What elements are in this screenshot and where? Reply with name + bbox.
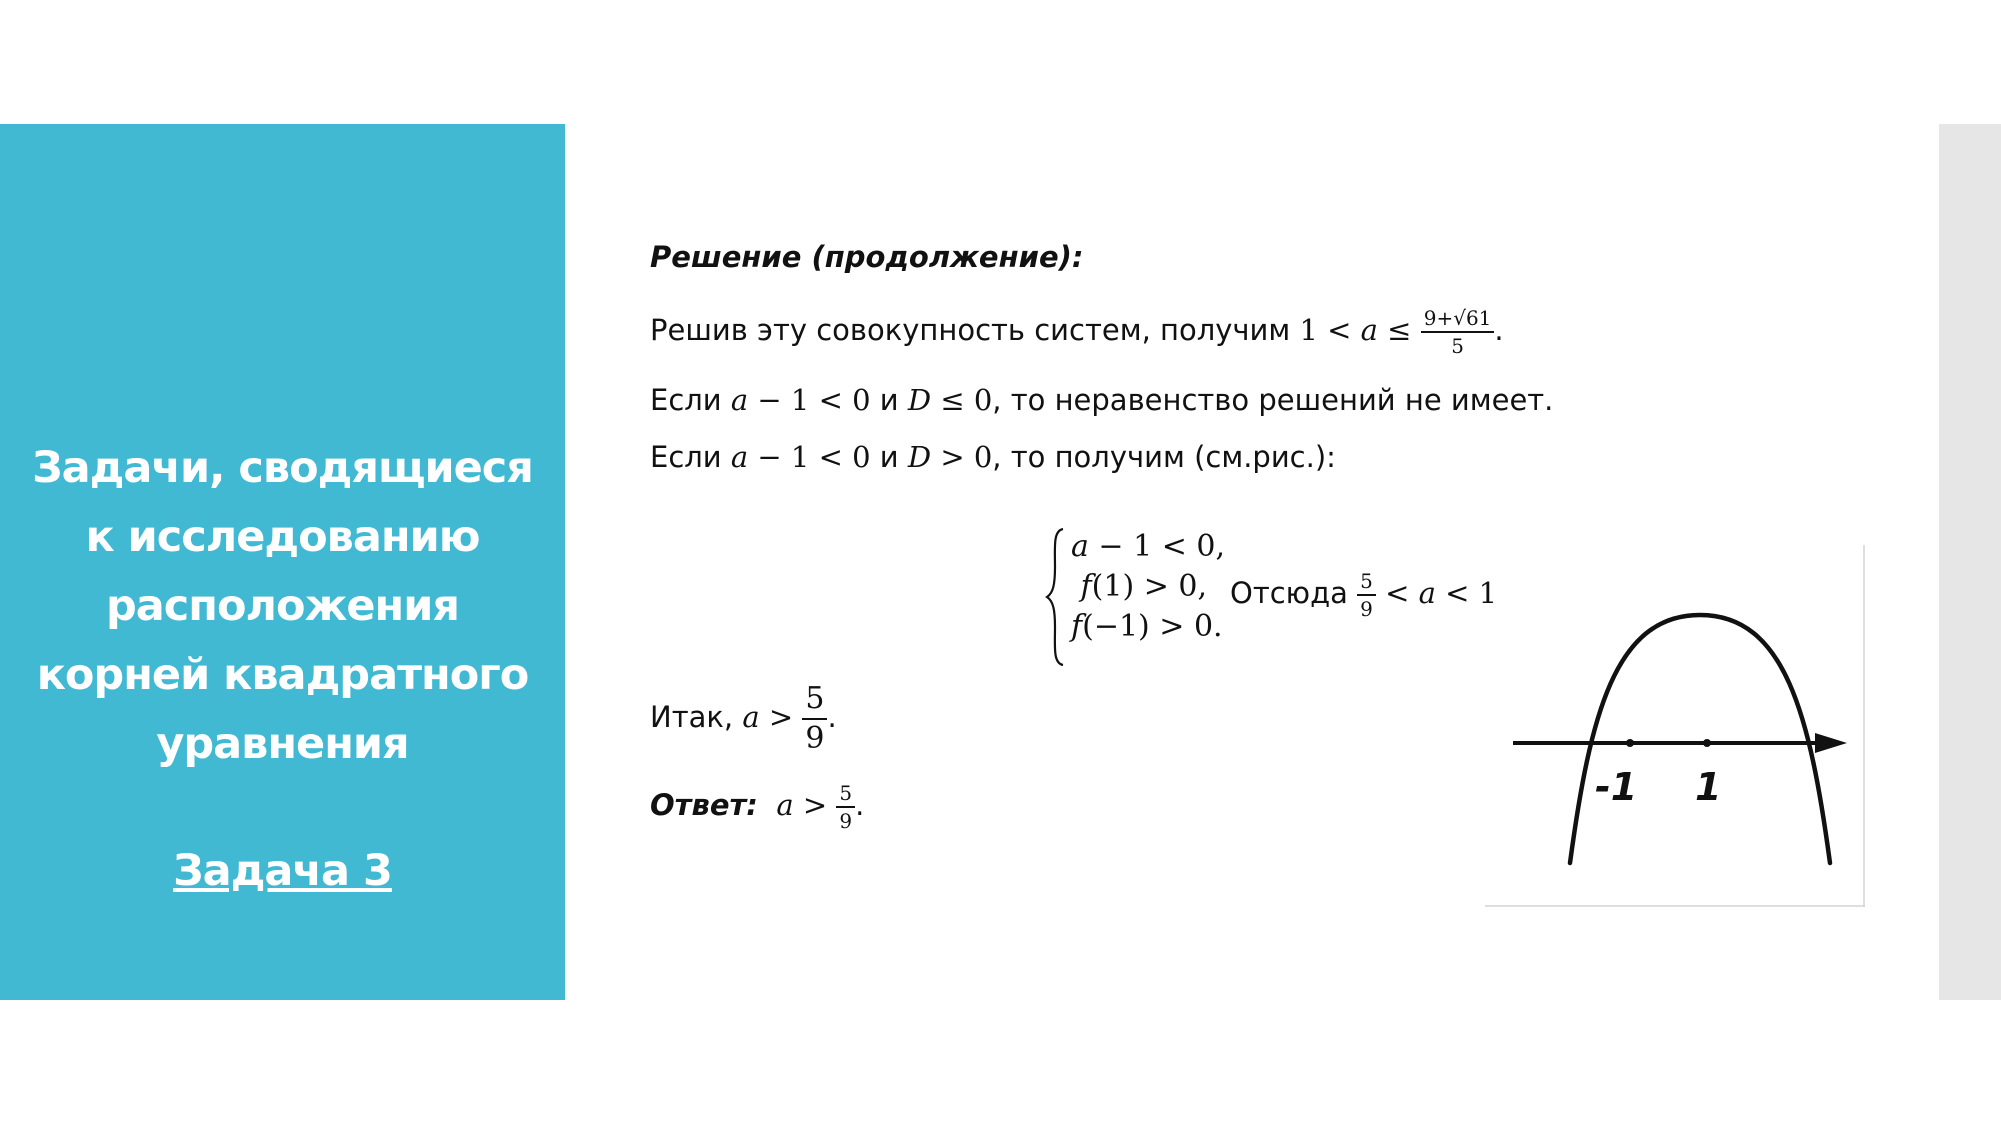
relation: ≤ (1377, 313, 1421, 347)
hence-line (1230, 568, 1497, 622)
text: Отсюда (1230, 576, 1358, 610)
fraction (836, 780, 855, 834)
text: Решив эту совокупность систем, получим (650, 313, 1300, 347)
title-line: расположения (106, 581, 459, 631)
var-f: f (1071, 609, 1083, 644)
slide-title (30, 434, 535, 779)
system-row-1 (1071, 527, 1225, 567)
var-a: a (776, 788, 794, 822)
math: − 1 < 0 (748, 440, 871, 474)
text: , то неравенство решений не имеет. (992, 383, 1554, 417)
system-row-3 (1071, 607, 1225, 647)
title-line: уравнения (156, 719, 409, 769)
period: . (1494, 313, 1504, 347)
math: (1) > 0, (1091, 569, 1207, 604)
var-a: a (1418, 576, 1436, 610)
text: Если (650, 383, 731, 417)
var-d: D (907, 383, 932, 417)
relation: < (1375, 576, 1419, 610)
denominator: 5 (1451, 334, 1464, 358)
math: > 0 (931, 440, 993, 474)
conclusion-line (650, 680, 837, 758)
var-a: a (742, 700, 760, 734)
var-a: a (1071, 529, 1089, 564)
denominator: 9 (805, 721, 825, 756)
numerator: 9+√61 (1421, 305, 1495, 333)
tick-one (1703, 739, 1711, 747)
var-d: D (907, 440, 932, 474)
denominator: 9 (839, 809, 853, 833)
title-line: к исследованию (85, 512, 480, 562)
solution-heading: Решение (продолжение): (650, 240, 1084, 274)
parabola-curve (1570, 615, 1830, 863)
var-f: f (1080, 569, 1092, 604)
system-rows (1071, 527, 1225, 647)
side-strip (1939, 124, 2001, 1000)
tick-label-left: -1 (1595, 765, 1638, 809)
solution-line-2 (650, 383, 1553, 417)
period: . (827, 700, 837, 734)
relation: > (759, 700, 803, 734)
title-line: корней квадратного (36, 650, 529, 700)
text: Если (650, 440, 731, 474)
math: < 1 (1435, 576, 1498, 610)
text: , то получим (см.рис.): (992, 440, 1336, 474)
tick-label-right: 1 (1695, 765, 1722, 809)
var-a: a (1360, 313, 1378, 347)
parabola-figure (1485, 545, 1865, 907)
solution-line-1 (650, 305, 1504, 359)
answer-label: Ответ: (650, 788, 758, 822)
fraction (1421, 305, 1495, 359)
text: и (870, 440, 908, 474)
var-a: a (730, 440, 749, 474)
math: − 1 < 0 (748, 383, 871, 417)
fraction (802, 680, 827, 758)
numerator: 5 (1357, 568, 1376, 596)
var-a: a (730, 383, 749, 417)
math: − 1 < 0, (1088, 529, 1226, 564)
brace-icon (1045, 527, 1067, 667)
system-row-2 (1071, 567, 1225, 607)
text: и (870, 383, 908, 417)
numerator: 5 (802, 680, 827, 720)
fraction (1357, 568, 1376, 622)
axis-arrow-icon (1815, 733, 1847, 753)
relation: > (793, 788, 837, 822)
text: Итак, (650, 700, 743, 734)
math: (−1) > 0. (1082, 609, 1223, 644)
denominator: 9 (1360, 597, 1373, 621)
period: . (855, 788, 865, 822)
math: ≤ 0 (931, 383, 993, 417)
solution-line-3 (650, 440, 1336, 474)
numerator: 5 (836, 780, 855, 808)
answer-line (650, 780, 864, 834)
title-line: Задачи, сводящиеся (32, 443, 533, 493)
math: 1 < (1299, 313, 1361, 347)
task-3-link[interactable]: Задача 3 (173, 846, 392, 896)
title-panel (0, 124, 565, 1000)
tick-minus-one (1626, 739, 1634, 747)
